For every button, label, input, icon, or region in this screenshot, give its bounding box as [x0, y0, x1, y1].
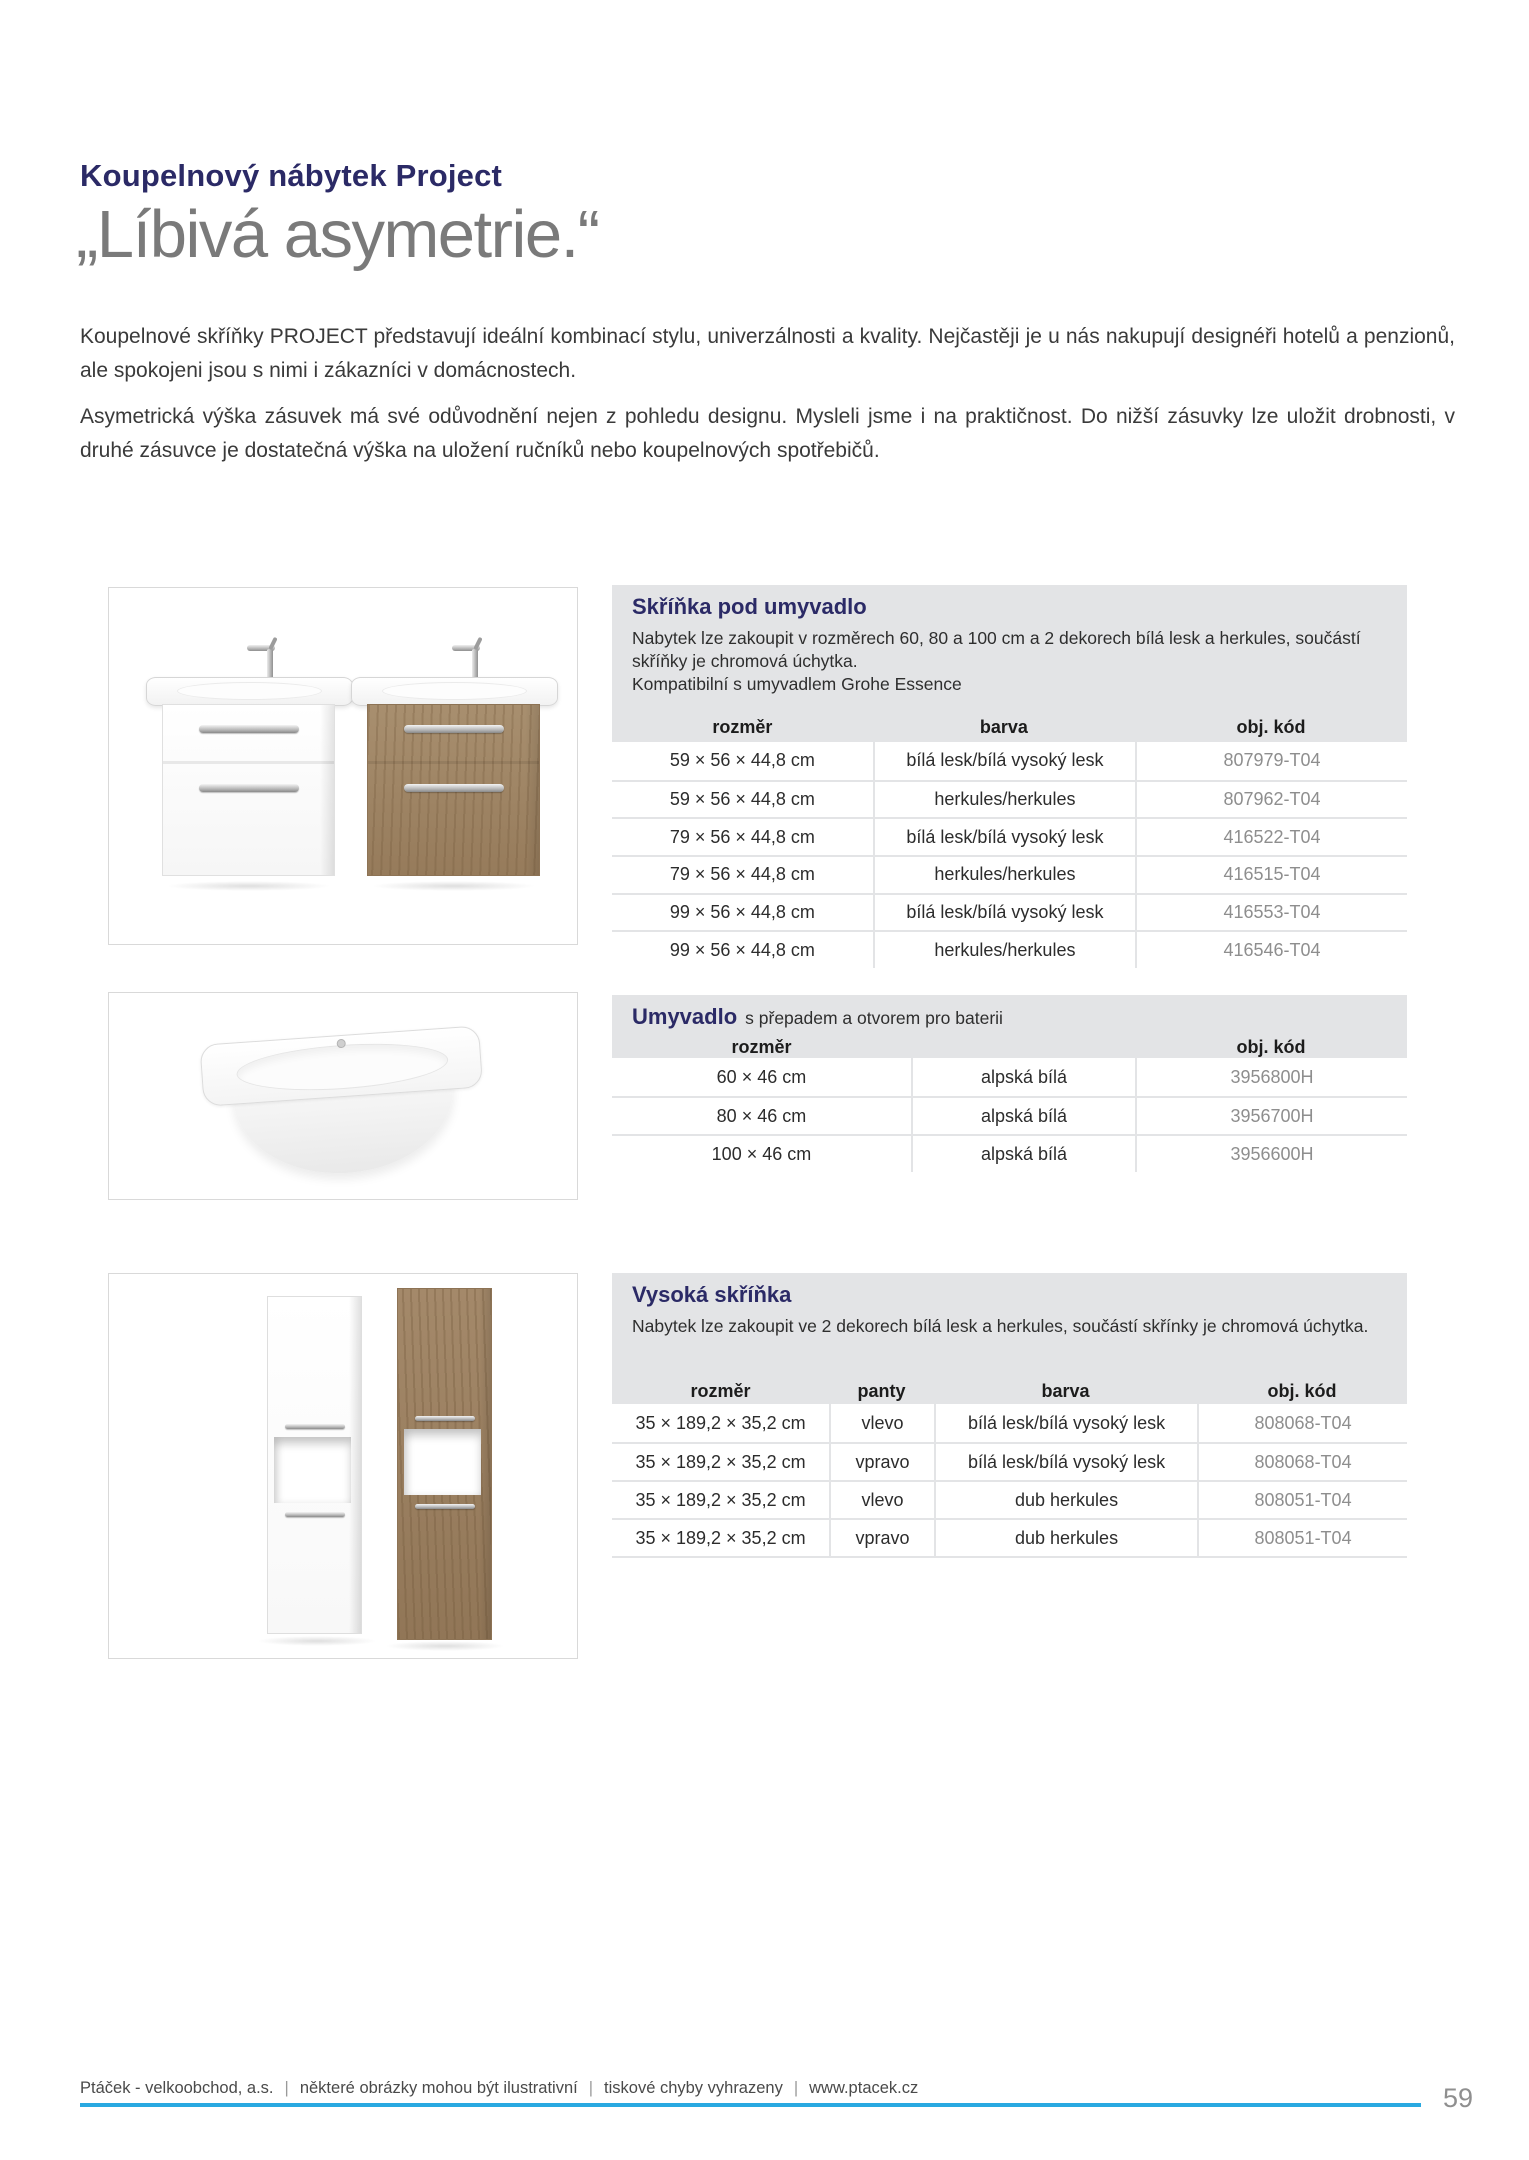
description-text: Nabytek lze zakoupit v rozměrech 60, 80 a 100 cm a 2 dekorech bílá lesk a herkules, součástí skříňky je chromová úchytka.: [632, 628, 1361, 671]
faucet-pipe: [472, 649, 478, 679]
cell-obj-kod: 416546-T04: [1135, 932, 1407, 968]
door-handle: [285, 1424, 345, 1429]
section-title-suffix: s přepadem a otvorem pro baterii: [745, 1008, 1003, 1028]
column-header-obj-kod: obj. kód: [1267, 1380, 1337, 1401]
cell-rozmer: 99 × 56 × 44,8 cm: [669, 939, 815, 960]
cell-barva: bílá lesk/bílá vysoký lesk: [934, 1444, 1197, 1480]
table-body: [612, 1058, 1407, 1172]
section-description: [632, 1315, 1389, 1338]
table-row: [612, 1518, 1407, 1556]
column-header-rozmer: rozměr: [731, 1036, 792, 1057]
cell-rozmer: 35 × 189,2 × 35,2 cm: [635, 1489, 806, 1510]
section-title: Vysoká skříňka: [632, 1282, 792, 1307]
cell-rozmer: 79 × 56 × 44,8 cm: [669, 864, 815, 885]
table-row: [612, 1096, 1407, 1134]
table-header-row: [612, 1378, 1407, 1404]
cell-obj-kod: 808051-T04: [1197, 1520, 1407, 1556]
basin-bowl: [177, 682, 322, 700]
cell-barva: bílá lesk/bílá vysoký lesk: [873, 819, 1135, 855]
cell-rozmer: 35 × 189,2 × 35,2 cm: [635, 1412, 806, 1433]
cell-rozmer: 35 × 189,2 × 35,2 cm: [635, 1527, 806, 1548]
footer-note-errors: tiskové chyby vyhrazeny: [604, 2079, 783, 2097]
open-niche: [404, 1429, 481, 1495]
cell-panty: vlevo: [829, 1482, 934, 1518]
vanity-white-illustration: [141, 643, 356, 888]
section-title: [632, 1004, 1003, 1030]
footer-separator: |: [284, 2079, 289, 2097]
cell-obj-kod: 807979-T04: [1135, 742, 1407, 780]
cell-barva: bílá lesk/bílá vysoký lesk: [934, 1404, 1197, 1442]
basin-bowl: [382, 682, 527, 700]
vanity-oak-illustration: [346, 643, 561, 888]
cell-barva: alpská bílá: [911, 1136, 1135, 1172]
drawer-handle: [199, 784, 299, 792]
cell-barva: bílá lesk/bílá vysoký lesk: [873, 742, 1135, 780]
table-body: [612, 742, 1407, 968]
cabinet-body-oak: [367, 704, 540, 876]
section-description: [632, 627, 1389, 696]
table-row: [612, 1134, 1407, 1172]
table-row: [612, 1480, 1407, 1518]
footer-company: Ptáček - velkoobchod, a.s.: [80, 2079, 274, 2097]
cabinet-body-white: [162, 704, 335, 876]
washbasin-illustration: [199, 1025, 488, 1184]
footer-note-illustrative: některé obrázky mohou být ilustrativní: [299, 2079, 578, 2097]
cabinet-shadow: [257, 1636, 377, 1646]
drawer-handle: [404, 784, 504, 792]
footer-accent-line: [80, 2103, 1421, 2107]
cell-obj-kod: 807962-T04: [1135, 782, 1407, 818]
washbasin-image: [108, 992, 578, 1200]
table-header-row: [612, 1036, 1407, 1058]
basin-top: [146, 677, 353, 706]
column-header-rozmer: rozměr: [712, 716, 773, 737]
cell-obj-kod: 808068-T04: [1197, 1444, 1407, 1480]
tall-cabinet-oak-illustration: [397, 1288, 492, 1640]
cell-obj-kod: 3956700H: [1135, 1098, 1407, 1134]
intro-paragraph-1: Koupelnové skříňky PROJECT představují ideální kombinací stylu, univerzálnosti a kvality. Nejčastěji je u nás nakupují designéři hotelů a penzionů, ale spokojeni jsou s nimi i zákazníci v domácnostech.: [80, 325, 1455, 382]
cell-obj-kod: 416522-T04: [1135, 819, 1407, 855]
footer-separator: |: [793, 2079, 799, 2097]
cell-obj-kod: 3956600H: [1135, 1136, 1407, 1172]
table-washbasin: [612, 995, 1407, 1172]
cell-barva: alpská bílá: [911, 1098, 1135, 1134]
cell-barva: bílá lesk/bílá vysoký lesk: [873, 895, 1135, 931]
description-text-2: Kompatibilní s umyvadlem Grohe Essence: [632, 674, 962, 694]
description-text: Nabytek lze zakoupit ve 2 dekorech bílá lesk a herkules, součástí skřínky je chromová úchytka.: [632, 1316, 1369, 1336]
table-row: [612, 930, 1407, 968]
drawer-divider: [368, 761, 539, 764]
cell-barva: dub herkules: [934, 1520, 1197, 1556]
table-row: [612, 893, 1407, 931]
cell-obj-kod: 3956800H: [1135, 1058, 1407, 1096]
section-title: Skříňka pod umyvadlo: [632, 594, 867, 619]
cell-barva: herkules/herkules: [873, 932, 1135, 968]
cell-rozmer: 35 × 189,2 × 35,2 cm: [635, 1451, 806, 1472]
cell-obj-kod: 416553-T04: [1135, 895, 1407, 931]
table-row: [612, 855, 1407, 893]
column-header-obj-kod: obj. kód: [1236, 1036, 1306, 1057]
tall-cabinets-image: [108, 1273, 578, 1659]
cell-obj-kod: 808068-T04: [1197, 1404, 1407, 1442]
cell-panty: vpravo: [829, 1520, 934, 1556]
column-header-obj-kod: obj. kód: [1236, 716, 1306, 737]
cell-barva: alpská bílá: [911, 1058, 1135, 1096]
door-handle: [415, 1504, 475, 1509]
cell-barva: herkules/herkules: [873, 782, 1135, 818]
cell-rozmer: 59 × 56 × 44,8 cm: [669, 788, 815, 809]
column-header-barva: barva: [1041, 1380, 1090, 1401]
drawer-divider: [163, 761, 334, 764]
column-header-barva: barva: [979, 716, 1028, 737]
tall-cabinet-white-illustration: [267, 1296, 362, 1634]
cell-barva: herkules/herkules: [873, 857, 1135, 893]
drawer-handle: [199, 725, 299, 733]
table-row: [612, 1404, 1407, 1442]
open-niche: [274, 1437, 351, 1503]
cabinet-shadow: [385, 1641, 505, 1651]
page-number: 59: [1443, 2083, 1474, 2113]
table-row: [612, 780, 1407, 818]
cell-obj-kod: 808051-T04: [1197, 1482, 1407, 1518]
table-row: [612, 1442, 1407, 1480]
cell-panty: vlevo: [829, 1404, 934, 1442]
footer: [80, 2079, 918, 2098]
column-header-panty: panty: [857, 1380, 906, 1401]
cell-rozmer: 79 × 56 × 44,8 cm: [669, 826, 815, 847]
section-title-text: Umyvadlo: [632, 1004, 738, 1029]
door-handle: [415, 1416, 475, 1421]
cell-rozmer: 100 × 46 cm: [711, 1143, 812, 1164]
table-row: [612, 742, 1407, 780]
cell-rozmer: 80 × 46 cm: [716, 1105, 807, 1126]
table-row: [612, 817, 1407, 855]
page-title: „Líbivá asymetrie.“: [76, 197, 599, 272]
table-vanity-cabinet: [612, 585, 1407, 968]
cabinet-shadow: [371, 881, 536, 891]
cabinet-shadow: [166, 881, 331, 891]
cell-panty: vpravo: [829, 1444, 934, 1480]
table-tall-cabinet: [612, 1273, 1407, 1558]
door-handle: [285, 1512, 345, 1517]
cell-rozmer: 60 × 46 cm: [716, 1066, 807, 1087]
column-header-rozmer: rozměr: [690, 1380, 751, 1401]
cell-barva: dub herkules: [934, 1482, 1197, 1518]
basin-top: [351, 677, 558, 706]
cell-obj-kod: 416515-T04: [1135, 857, 1407, 893]
table-row: [612, 1058, 1407, 1096]
vanity-cabinets-image: [108, 587, 578, 945]
footer-separator: |: [588, 2079, 594, 2097]
page-kicker: Koupelnový nábytek Project: [80, 158, 503, 193]
faucet-pipe: [267, 649, 273, 679]
drawer-handle: [404, 725, 504, 733]
cell-rozmer: 59 × 56 × 44,8 cm: [669, 750, 815, 771]
intro-paragraph-2: Asymetrická výška zásuvek má své odůvodnění nejen z pohledu designu. Mysleli jsme i na praktičnost. Do nižší zásuvky lze uložit drobnosti, v druhé zásuvce je dostatečná výška na uložení ručníků nebo koupelnových spotřebičů.: [80, 405, 1455, 462]
table-body: [612, 1404, 1407, 1556]
footer-url: www.ptacek.cz: [809, 2079, 919, 2097]
table-header-row: [612, 712, 1407, 742]
cell-rozmer: 99 × 56 × 44,8 cm: [669, 901, 815, 922]
